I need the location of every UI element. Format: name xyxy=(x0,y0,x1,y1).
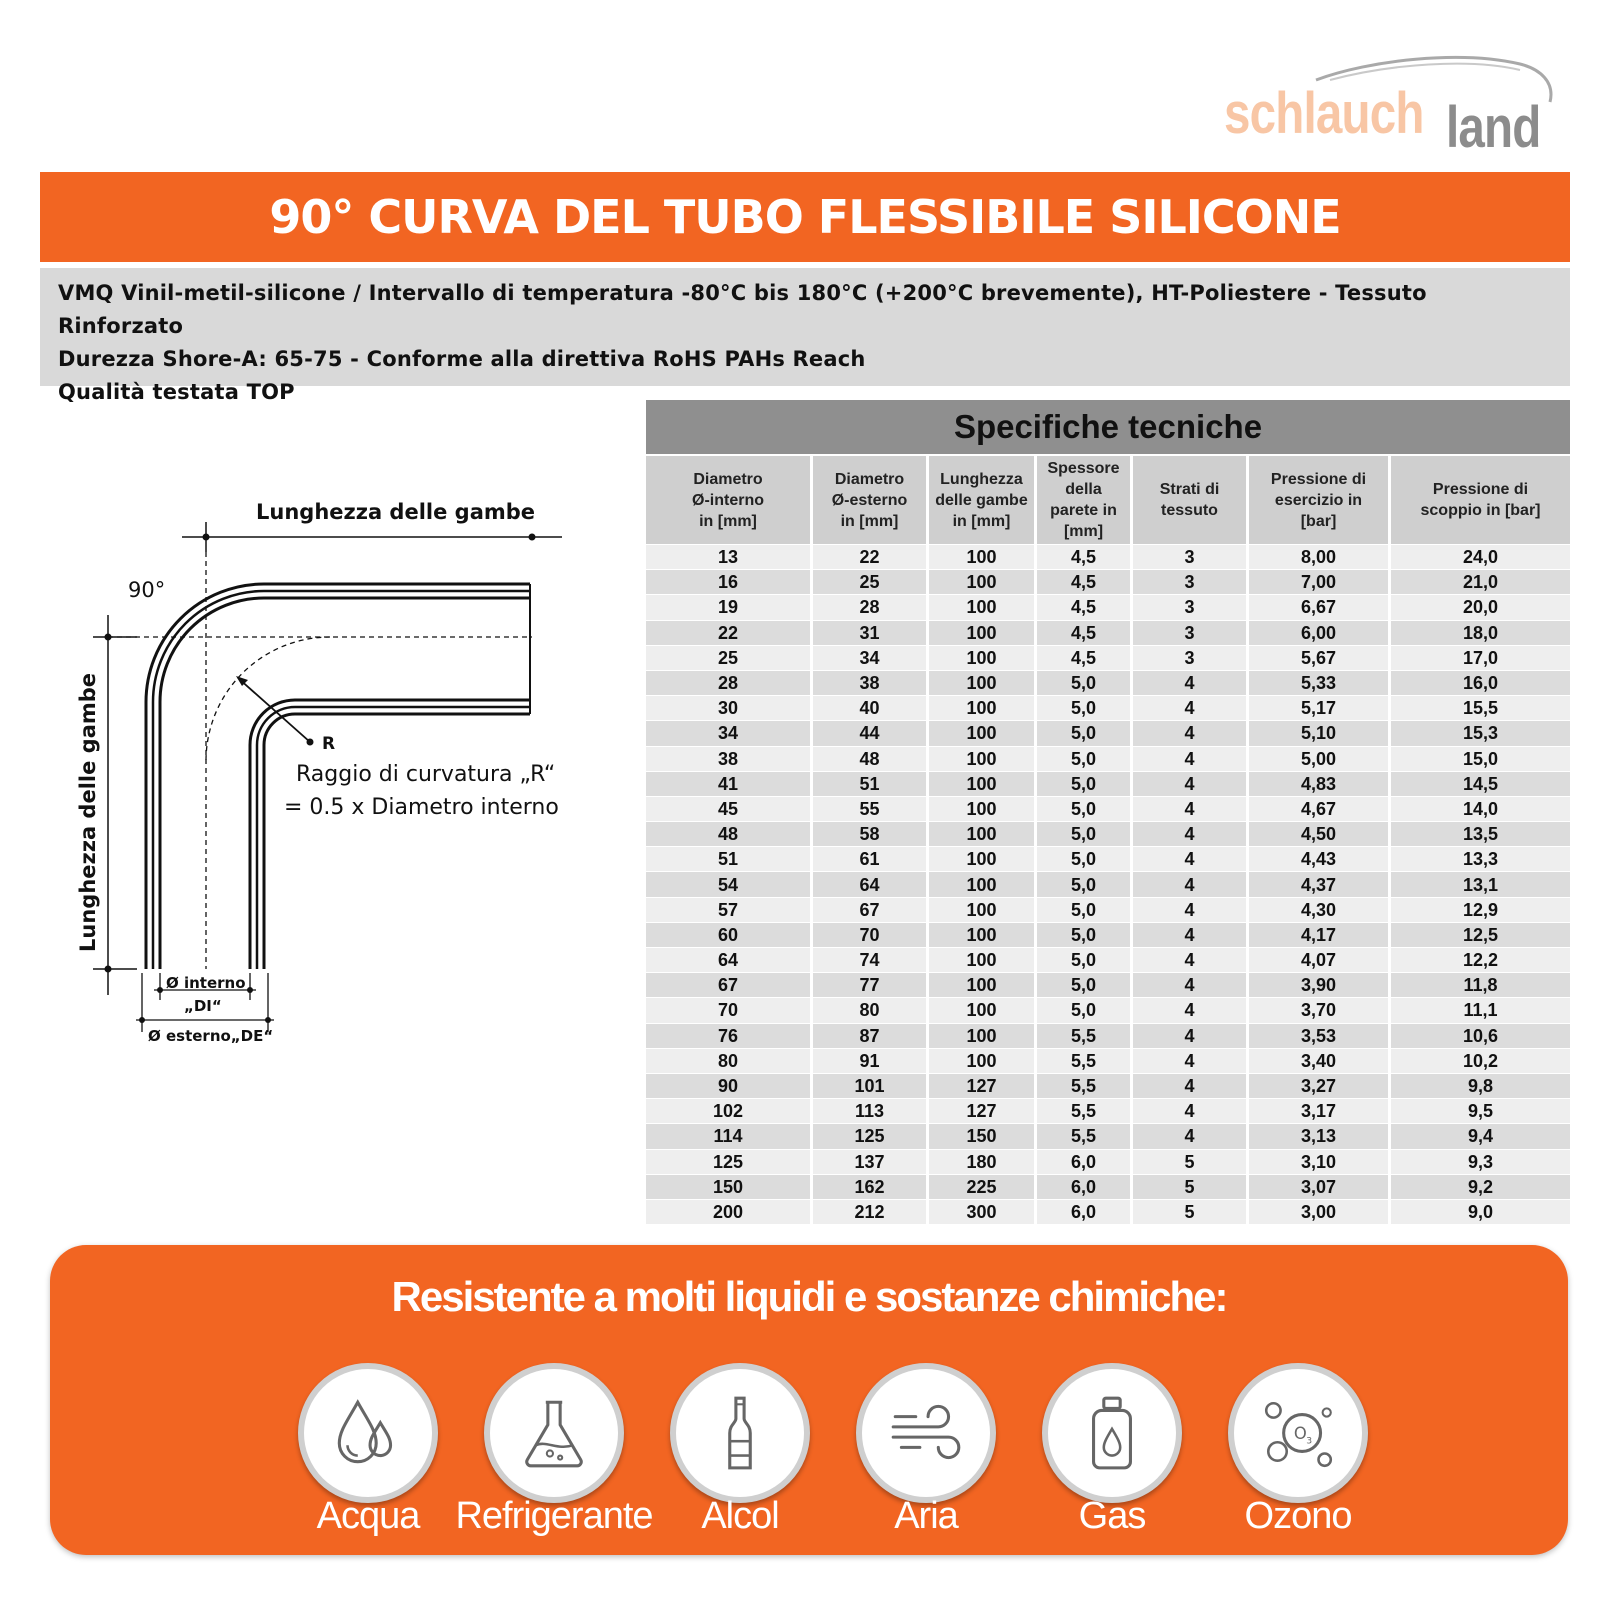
flask-icon xyxy=(513,1392,595,1474)
table-cell: 6,0 xyxy=(1037,1199,1133,1224)
table-cell: 4 xyxy=(1133,1023,1249,1048)
table-cell: 100 xyxy=(929,871,1037,896)
table-cell: 5,5 xyxy=(1037,1098,1133,1123)
ozone-icon xyxy=(1257,1392,1339,1474)
spec-header-cell xyxy=(1391,456,1570,544)
table-cell: 4 xyxy=(1133,720,1249,745)
spec-header-line: Ø-esterno xyxy=(831,491,908,509)
description-band xyxy=(40,268,1570,404)
table-row xyxy=(646,1073,1570,1098)
table-cell: 4 xyxy=(1133,1098,1249,1123)
table-cell: 22 xyxy=(813,544,929,569)
table-cell: 21,0 xyxy=(1391,569,1570,594)
spec-header-line: Lunghezza xyxy=(940,470,1023,488)
table-cell: 15,3 xyxy=(1391,720,1570,745)
table-cell: 5 xyxy=(1133,1174,1249,1199)
table-cell: 40 xyxy=(813,695,929,720)
table-cell: 6,0 xyxy=(1037,1149,1133,1174)
table-cell: 76 xyxy=(646,1023,813,1048)
table-cell: 3,07 xyxy=(1249,1174,1391,1199)
table-cell: 77 xyxy=(813,972,929,997)
table-cell: 4,5 xyxy=(1037,569,1133,594)
spec-header-line: in [mm] xyxy=(952,512,1011,530)
table-cell: 100 xyxy=(929,670,1037,695)
table-cell: 25 xyxy=(646,645,813,670)
table-cell: 162 xyxy=(813,1174,929,1199)
radius-description-line2: = 0.5 x Diametro interno xyxy=(284,795,559,820)
table-cell: 5,0 xyxy=(1037,947,1133,972)
resistance-heading: Resistente a molti liquidi e sostanze chimiche: xyxy=(391,1273,1227,1320)
table-row xyxy=(646,897,1570,922)
table-cell: 4,5 xyxy=(1037,645,1133,670)
logo-text-schlauch: schlauch xyxy=(1224,81,1424,146)
table-row xyxy=(646,1149,1570,1174)
table-cell: 5,0 xyxy=(1037,871,1133,896)
table-cell: 100 xyxy=(929,771,1037,796)
table-cell: 7,00 xyxy=(1249,569,1391,594)
table-cell: 100 xyxy=(929,645,1037,670)
table-row xyxy=(646,1123,1570,1148)
table-cell: 5,0 xyxy=(1037,821,1133,846)
table-cell: 22 xyxy=(646,620,813,645)
table-cell: 9,0 xyxy=(1391,1199,1570,1224)
table-cell: 74 xyxy=(813,947,929,972)
table-cell: 17,0 xyxy=(1391,645,1570,670)
resistance-label: Ozono xyxy=(1244,1495,1352,1537)
table-cell: 4,5 xyxy=(1037,620,1133,645)
spec-header-line: parete in xyxy=(1050,502,1117,519)
table-cell: 51 xyxy=(813,771,929,796)
table-cell: 5,33 xyxy=(1249,670,1391,695)
table-cell: 4 xyxy=(1133,670,1249,695)
table-cell: 5,0 xyxy=(1037,796,1133,821)
table-cell: 4 xyxy=(1133,897,1249,922)
table-cell: 3 xyxy=(1133,594,1249,619)
table-cell: 13,5 xyxy=(1391,821,1570,846)
table-cell: 4 xyxy=(1133,922,1249,947)
table-cell: 12,5 xyxy=(1391,922,1570,947)
table-cell: 48 xyxy=(813,746,929,771)
table-cell: 67 xyxy=(813,897,929,922)
table-row xyxy=(646,922,1570,947)
table-cell: 100 xyxy=(929,922,1037,947)
brand-logo xyxy=(1220,52,1560,162)
spec-header-line: Spessore xyxy=(1047,460,1120,477)
table-cell: 100 xyxy=(929,746,1037,771)
table-cell: 5,5 xyxy=(1037,1023,1133,1048)
table-cell: 3,00 xyxy=(1249,1199,1391,1224)
table-cell: 28 xyxy=(813,594,929,619)
gas-circle xyxy=(1042,1363,1182,1503)
spec-header-line: Diametro xyxy=(834,470,905,488)
title-band xyxy=(40,172,1570,262)
table-cell: 4 xyxy=(1133,997,1249,1022)
table-row xyxy=(646,569,1570,594)
table-cell: 100 xyxy=(929,846,1037,871)
table-cell: 6,00 xyxy=(1249,620,1391,645)
table-cell: 4 xyxy=(1133,1048,1249,1073)
table-cell: 101 xyxy=(813,1073,929,1098)
table-cell: 70 xyxy=(646,997,813,1022)
table-cell: 70 xyxy=(813,922,929,947)
table-row xyxy=(646,846,1570,871)
table-cell: 100 xyxy=(929,897,1037,922)
table-cell: 4,37 xyxy=(1249,871,1391,896)
table-row xyxy=(646,746,1570,771)
spec-header-line: scoppio in [bar] xyxy=(1420,502,1541,519)
table-cell: 9,3 xyxy=(1391,1149,1570,1174)
table-cell: 3,27 xyxy=(1249,1073,1391,1098)
spec-body xyxy=(646,544,1570,1224)
table-cell: 3,17 xyxy=(1249,1098,1391,1123)
table-row xyxy=(646,771,1570,796)
table-row xyxy=(646,1098,1570,1123)
bottle-icon xyxy=(699,1392,781,1474)
table-cell: 31 xyxy=(813,620,929,645)
table-cell: 5,0 xyxy=(1037,972,1133,997)
table-cell: 11,1 xyxy=(1391,997,1570,1022)
table-cell: 14,5 xyxy=(1391,771,1570,796)
table-cell: 4,5 xyxy=(1037,544,1133,569)
table-cell: 200 xyxy=(646,1199,813,1224)
table-row xyxy=(646,720,1570,745)
table-row xyxy=(646,594,1570,619)
table-row xyxy=(646,947,1570,972)
table-cell: 5,0 xyxy=(1037,897,1133,922)
table-cell: 4 xyxy=(1133,871,1249,896)
description-line-hardness: Durezza Shore-A: 65-75 - Conforme alla direttiva RoHS PAHs Reach xyxy=(58,347,866,371)
radius-description-line1: Raggio di curvatura „R“ xyxy=(296,762,556,787)
water-circle xyxy=(298,1363,438,1503)
table-cell: 4,07 xyxy=(1249,947,1391,972)
table-cell: 57 xyxy=(646,897,813,922)
table-cell: 150 xyxy=(929,1123,1037,1148)
table-cell: 3 xyxy=(1133,544,1249,569)
table-cell: 54 xyxy=(646,871,813,896)
table-row xyxy=(646,1199,1570,1224)
svg-text:3: 3 xyxy=(1306,1435,1313,1447)
table-cell: 4 xyxy=(1133,947,1249,972)
angle-label: 90° xyxy=(128,578,166,602)
table-cell: 4,50 xyxy=(1249,821,1391,846)
table-cell: 51 xyxy=(646,846,813,871)
table-cell: 3 xyxy=(1133,645,1249,670)
table-cell: 100 xyxy=(929,544,1037,569)
table-cell: 13,3 xyxy=(1391,846,1570,871)
table-cell: 3,90 xyxy=(1249,972,1391,997)
spec-table-panel xyxy=(646,400,1570,1224)
table-cell: 102 xyxy=(646,1098,813,1123)
svg-text:O: O xyxy=(1293,1424,1307,1444)
table-cell: 5,0 xyxy=(1037,746,1133,771)
table-cell: 100 xyxy=(929,1023,1037,1048)
table-cell: 64 xyxy=(813,871,929,896)
table-row xyxy=(646,972,1570,997)
table-cell: 4 xyxy=(1133,1073,1249,1098)
table-cell: 3,13 xyxy=(1249,1123,1391,1148)
table-cell: 137 xyxy=(813,1149,929,1174)
spec-header-line: Diametro xyxy=(693,470,763,488)
spec-header-line: Strati di xyxy=(1159,481,1220,498)
table-cell: 100 xyxy=(929,594,1037,619)
table-cell: 12,2 xyxy=(1391,947,1570,972)
table-cell: 5,5 xyxy=(1037,1073,1133,1098)
page-title: 90° CURVA DEL TUBO FLESSIBILE SILICONE xyxy=(269,190,1341,244)
table-cell: 80 xyxy=(646,1048,813,1073)
table-cell: 5,0 xyxy=(1037,997,1133,1022)
table-cell: 4,30 xyxy=(1249,897,1391,922)
description-line-material: VMQ Vinil-metil-silicone / Intervallo di temperatura -80°C bis 180°C (+200°C brevemente), HT-Poliestere - Tessuto Rinforzato xyxy=(58,281,1427,338)
table-row xyxy=(646,544,1570,569)
table-cell: 87 xyxy=(813,1023,929,1048)
table-cell: 34 xyxy=(813,645,929,670)
table-cell: 5 xyxy=(1133,1199,1249,1224)
table-cell: 28 xyxy=(646,670,813,695)
table-cell: 34 xyxy=(646,720,813,745)
gas-cylinder-icon xyxy=(1071,1392,1153,1474)
air-circle xyxy=(856,1363,996,1503)
table-cell: 4,83 xyxy=(1249,771,1391,796)
radius-marker: R xyxy=(322,734,336,754)
table-cell: 9,4 xyxy=(1391,1123,1570,1148)
table-cell: 67 xyxy=(646,972,813,997)
logo-text-land: land xyxy=(1446,95,1541,160)
table-cell: 5,0 xyxy=(1037,670,1133,695)
spec-header-line: Ø-interno xyxy=(692,491,764,509)
table-row xyxy=(646,871,1570,896)
spec-header-cell xyxy=(1133,456,1249,544)
table-cell: 4 xyxy=(1133,1123,1249,1148)
spec-header-cell xyxy=(929,456,1037,544)
table-cell: 18,0 xyxy=(1391,620,1570,645)
spec-table xyxy=(646,456,1570,1224)
table-cell: 9,8 xyxy=(1391,1073,1570,1098)
table-cell: 300 xyxy=(929,1199,1037,1224)
table-cell: 9,2 xyxy=(1391,1174,1570,1199)
table-cell: 13 xyxy=(646,544,813,569)
table-cell: 4 xyxy=(1133,746,1249,771)
resistance-label: Aria xyxy=(894,1495,958,1537)
table-row xyxy=(646,620,1570,645)
table-cell: 100 xyxy=(929,569,1037,594)
table-cell: 3 xyxy=(1133,569,1249,594)
table-cell: 100 xyxy=(929,972,1037,997)
table-cell: 4,67 xyxy=(1249,796,1391,821)
table-cell: 58 xyxy=(813,821,929,846)
table-cell: 5,5 xyxy=(1037,1123,1133,1148)
table-cell: 38 xyxy=(813,670,929,695)
table-cell: 16 xyxy=(646,569,813,594)
elbow-diagram xyxy=(60,480,620,1070)
table-cell: 11,8 xyxy=(1391,972,1570,997)
table-cell: 5 xyxy=(1133,1149,1249,1174)
table-cell: 64 xyxy=(646,947,813,972)
table-cell: 4 xyxy=(1133,796,1249,821)
table-cell: 15,5 xyxy=(1391,695,1570,720)
table-cell: 61 xyxy=(813,846,929,871)
table-cell: 212 xyxy=(813,1199,929,1224)
table-cell: 14,0 xyxy=(1391,796,1570,821)
inner-diameter-label: Ø interno xyxy=(166,974,246,992)
table-cell: 5,0 xyxy=(1037,771,1133,796)
alcohol-circle xyxy=(670,1363,810,1503)
table-cell: 4,43 xyxy=(1249,846,1391,871)
table-cell: 114 xyxy=(646,1123,813,1148)
table-cell: 100 xyxy=(929,947,1037,972)
ozone-circle xyxy=(1228,1363,1368,1503)
spec-header-line: Pressione di xyxy=(1432,481,1529,498)
table-cell: 12,9 xyxy=(1391,897,1570,922)
refrigerant-circle xyxy=(484,1363,624,1503)
table-cell: 100 xyxy=(929,720,1037,745)
table-cell: 127 xyxy=(929,1098,1037,1123)
table-cell: 3 xyxy=(1133,620,1249,645)
table-row xyxy=(646,1023,1570,1048)
spec-header-cell xyxy=(1037,456,1133,544)
wind-icon xyxy=(885,1392,967,1474)
resistance-label: Refrigerante xyxy=(455,1495,653,1537)
table-cell: 5,17 xyxy=(1249,695,1391,720)
table-cell: 24,0 xyxy=(1391,544,1570,569)
table-cell: 4,17 xyxy=(1249,922,1391,947)
table-row xyxy=(646,645,1570,670)
table-cell: 113 xyxy=(813,1098,929,1123)
table-cell: 8,00 xyxy=(1249,544,1391,569)
table-cell: 150 xyxy=(646,1174,813,1199)
table-cell: 125 xyxy=(813,1123,929,1148)
table-cell: 44 xyxy=(813,720,929,745)
table-cell: 9,5 xyxy=(1391,1098,1570,1123)
table-cell: 6,0 xyxy=(1037,1174,1133,1199)
spec-header-cell xyxy=(646,456,813,544)
spec-title: Specifiche tecniche xyxy=(646,400,1570,454)
table-cell: 90 xyxy=(646,1073,813,1098)
resistance-label: Alcol xyxy=(701,1495,779,1537)
table-row xyxy=(646,997,1570,1022)
table-cell: 127 xyxy=(929,1073,1037,1098)
table-cell: 45 xyxy=(646,796,813,821)
table-cell: 3,10 xyxy=(1249,1149,1391,1174)
table-cell: 5,0 xyxy=(1037,720,1133,745)
table-cell: 6,67 xyxy=(1249,594,1391,619)
table-cell: 100 xyxy=(929,695,1037,720)
table-cell: 30 xyxy=(646,695,813,720)
description-line-quality: Qualità testata TOP xyxy=(58,380,295,404)
table-cell: 100 xyxy=(929,796,1037,821)
table-cell: 10,6 xyxy=(1391,1023,1570,1048)
resistance-item-ozone xyxy=(1188,1363,1408,1543)
table-cell: 5,0 xyxy=(1037,695,1133,720)
table-row xyxy=(646,796,1570,821)
table-cell: 38 xyxy=(646,746,813,771)
table-cell: 100 xyxy=(929,620,1037,645)
table-cell: 5,0 xyxy=(1037,922,1133,947)
spec-header-line: in [mm] xyxy=(699,512,757,530)
table-cell: 5,5 xyxy=(1037,1048,1133,1073)
table-cell: 16,0 xyxy=(1391,670,1570,695)
table-row xyxy=(646,1174,1570,1199)
spec-header-line: tessuto xyxy=(1161,502,1218,519)
table-cell: 15,0 xyxy=(1391,746,1570,771)
table-cell: 19 xyxy=(646,594,813,619)
table-cell: 25 xyxy=(813,569,929,594)
table-cell: 4,5 xyxy=(1037,594,1133,619)
table-cell: 5,10 xyxy=(1249,720,1391,745)
table-cell: 3,70 xyxy=(1249,997,1391,1022)
inner-diameter-code: „DI“ xyxy=(184,997,222,1015)
spec-header-cell xyxy=(1249,456,1391,544)
table-cell: 3,53 xyxy=(1249,1023,1391,1048)
table-cell: 55 xyxy=(813,796,929,821)
table-row xyxy=(646,695,1570,720)
table-cell: 4 xyxy=(1133,771,1249,796)
resistance-panel xyxy=(50,1245,1568,1555)
table-cell: 48 xyxy=(646,821,813,846)
table-cell: 4 xyxy=(1133,695,1249,720)
spec-header-line: della xyxy=(1065,481,1102,498)
spec-header-row xyxy=(646,456,1570,544)
table-cell: 100 xyxy=(929,1048,1037,1073)
table-cell: 180 xyxy=(929,1149,1037,1174)
table-cell: 3,40 xyxy=(1249,1048,1391,1073)
table-cell: 60 xyxy=(646,922,813,947)
outer-diameter-label: Ø esterno„DE“ xyxy=(148,1027,274,1045)
leg-length-label-side: Lunghezza delle gambe xyxy=(76,672,100,952)
table-cell: 10,2 xyxy=(1391,1048,1570,1073)
table-cell: 4 xyxy=(1133,846,1249,871)
table-cell: 5,0 xyxy=(1037,846,1133,871)
spec-header-line: esercizio in xyxy=(1274,491,1363,509)
spec-header-line: Pressione di xyxy=(1270,470,1367,488)
table-cell: 13,1 xyxy=(1391,871,1570,896)
table-cell: 5,00 xyxy=(1249,746,1391,771)
spec-header-line: [bar] xyxy=(1300,512,1337,530)
table-cell: 41 xyxy=(646,771,813,796)
table-cell: 20,0 xyxy=(1391,594,1570,619)
table-cell: 5,67 xyxy=(1249,645,1391,670)
spec-header-line: in [mm] xyxy=(840,512,899,530)
table-row xyxy=(646,1048,1570,1073)
table-row xyxy=(646,821,1570,846)
water-drops-icon xyxy=(327,1392,409,1474)
table-cell: 100 xyxy=(929,821,1037,846)
table-cell: 225 xyxy=(929,1174,1037,1199)
leg-length-label-top: Lunghezza delle gambe xyxy=(256,500,536,524)
table-cell: 4 xyxy=(1133,972,1249,997)
table-row xyxy=(646,670,1570,695)
table-cell: 91 xyxy=(813,1048,929,1073)
resistance-label: Gas xyxy=(1078,1495,1146,1537)
table-cell: 80 xyxy=(813,997,929,1022)
resistance-label: Acqua xyxy=(316,1495,420,1537)
spec-header-line: delle gambe xyxy=(935,491,1028,509)
spec-header-line: [mm] xyxy=(1063,523,1104,540)
table-cell: 125 xyxy=(646,1149,813,1174)
spec-header-cell xyxy=(813,456,929,544)
table-cell: 100 xyxy=(929,997,1037,1022)
table-cell: 4 xyxy=(1133,821,1249,846)
